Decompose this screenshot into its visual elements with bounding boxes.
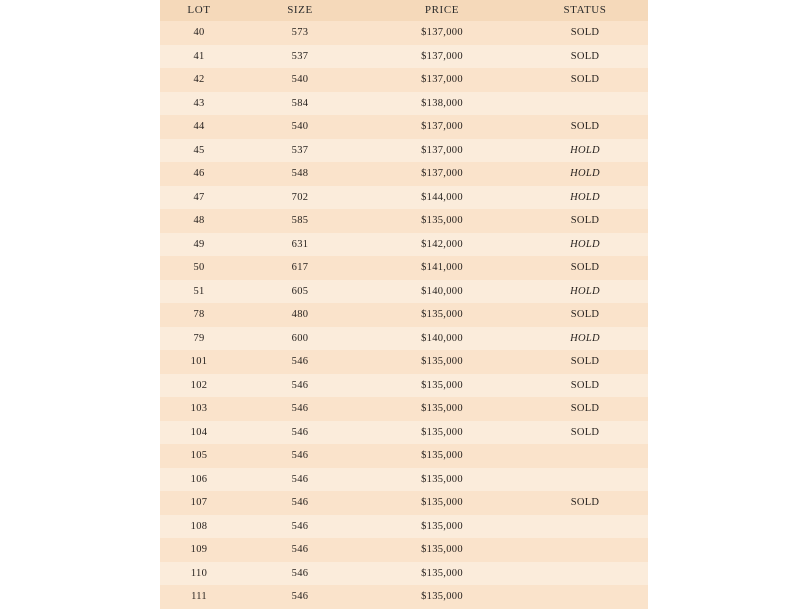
cell-size: 546 xyxy=(238,515,362,539)
cell-price: $135,000 xyxy=(362,374,522,398)
cell-size: 537 xyxy=(238,45,362,69)
column-header-price: PRICE xyxy=(362,0,522,21)
cell-price: $135,000 xyxy=(362,468,522,492)
cell-size: 546 xyxy=(238,538,362,562)
cell-size: 584 xyxy=(238,92,362,116)
cell-lot: 43 xyxy=(160,92,238,116)
cell-lot: 50 xyxy=(160,256,238,280)
column-header-size: SIZE xyxy=(238,0,362,21)
table-row xyxy=(160,491,648,515)
cell-lot: 111 xyxy=(160,585,238,609)
table-row xyxy=(160,256,648,280)
cell-status: SOLD xyxy=(522,374,648,398)
cell-price: $135,000 xyxy=(362,209,522,233)
table-row xyxy=(160,280,648,304)
table-row xyxy=(160,350,648,374)
cell-size: 573 xyxy=(238,21,362,45)
cell-status: HOLD xyxy=(522,162,648,186)
cell-size: 546 xyxy=(238,562,362,586)
cell-price: $138,000 xyxy=(362,92,522,116)
cell-status xyxy=(522,92,648,116)
cell-price: $135,000 xyxy=(362,538,522,562)
cell-lot: 79 xyxy=(160,327,238,351)
cell-price: $135,000 xyxy=(362,585,522,609)
cell-price: $135,000 xyxy=(362,397,522,421)
cell-size: 546 xyxy=(238,421,362,445)
cell-price: $135,000 xyxy=(362,515,522,539)
table-row xyxy=(160,233,648,257)
cell-lot: 40 xyxy=(160,21,238,45)
table-row xyxy=(160,45,648,69)
table-row xyxy=(160,421,648,445)
cell-size: 546 xyxy=(238,444,362,468)
cell-status: SOLD xyxy=(522,491,648,515)
cell-price: $144,000 xyxy=(362,186,522,210)
cell-price: $135,000 xyxy=(362,303,522,327)
cell-size: 605 xyxy=(238,280,362,304)
cell-lot: 41 xyxy=(160,45,238,69)
table-header-row xyxy=(160,0,648,21)
cell-price: $137,000 xyxy=(362,139,522,163)
table-row xyxy=(160,585,648,609)
cell-status: SOLD xyxy=(522,303,648,327)
cell-status xyxy=(522,538,648,562)
table-row xyxy=(160,162,648,186)
cell-lot: 45 xyxy=(160,139,238,163)
cell-status: SOLD xyxy=(522,115,648,139)
lot-price-table xyxy=(160,0,648,609)
cell-status: SOLD xyxy=(522,45,648,69)
table-row xyxy=(160,515,648,539)
cell-status xyxy=(522,562,648,586)
cell-lot: 47 xyxy=(160,186,238,210)
cell-status xyxy=(522,515,648,539)
cell-price: $135,000 xyxy=(362,491,522,515)
cell-lot: 103 xyxy=(160,397,238,421)
table-row xyxy=(160,374,648,398)
table-row xyxy=(160,139,648,163)
table-row xyxy=(160,303,648,327)
cell-size: 540 xyxy=(238,68,362,92)
cell-status: HOLD xyxy=(522,186,648,210)
cell-price: $137,000 xyxy=(362,68,522,92)
cell-price: $141,000 xyxy=(362,256,522,280)
table-row xyxy=(160,397,648,421)
cell-lot: 44 xyxy=(160,115,238,139)
cell-size: 617 xyxy=(238,256,362,280)
cell-price: $135,000 xyxy=(362,444,522,468)
cell-size: 540 xyxy=(238,115,362,139)
table-row xyxy=(160,327,648,351)
cell-lot: 101 xyxy=(160,350,238,374)
cell-lot: 106 xyxy=(160,468,238,492)
table-row xyxy=(160,68,648,92)
column-header-lot: LOT xyxy=(160,0,238,21)
table-row xyxy=(160,209,648,233)
cell-size: 631 xyxy=(238,233,362,257)
cell-size: 548 xyxy=(238,162,362,186)
table-row xyxy=(160,115,648,139)
cell-size: 585 xyxy=(238,209,362,233)
cell-status: SOLD xyxy=(522,256,648,280)
cell-status: HOLD xyxy=(522,327,648,351)
cell-lot: 42 xyxy=(160,68,238,92)
cell-status: SOLD xyxy=(522,209,648,233)
cell-price: $140,000 xyxy=(362,327,522,351)
cell-price: $142,000 xyxy=(362,233,522,257)
table-row xyxy=(160,21,648,45)
cell-size: 600 xyxy=(238,327,362,351)
cell-price: $135,000 xyxy=(362,421,522,445)
cell-status: SOLD xyxy=(522,350,648,374)
table-row xyxy=(160,186,648,210)
cell-status xyxy=(522,444,648,468)
cell-status: SOLD xyxy=(522,68,648,92)
table-row xyxy=(160,444,648,468)
cell-lot: 48 xyxy=(160,209,238,233)
cell-lot: 46 xyxy=(160,162,238,186)
table-row xyxy=(160,562,648,586)
cell-status: HOLD xyxy=(522,280,648,304)
lot-price-table-container xyxy=(160,0,648,609)
cell-size: 480 xyxy=(238,303,362,327)
cell-status xyxy=(522,585,648,609)
cell-status: SOLD xyxy=(522,421,648,445)
cell-price: $137,000 xyxy=(362,45,522,69)
cell-lot: 108 xyxy=(160,515,238,539)
cell-lot: 109 xyxy=(160,538,238,562)
cell-lot: 51 xyxy=(160,280,238,304)
cell-lot: 105 xyxy=(160,444,238,468)
cell-lot: 78 xyxy=(160,303,238,327)
cell-price: $140,000 xyxy=(362,280,522,304)
table-row xyxy=(160,538,648,562)
cell-status xyxy=(522,468,648,492)
cell-status: SOLD xyxy=(522,397,648,421)
cell-status: HOLD xyxy=(522,139,648,163)
cell-lot: 102 xyxy=(160,374,238,398)
cell-size: 546 xyxy=(238,468,362,492)
cell-price: $137,000 xyxy=(362,115,522,139)
cell-size: 546 xyxy=(238,585,362,609)
cell-lot: 104 xyxy=(160,421,238,445)
cell-size: 702 xyxy=(238,186,362,210)
cell-size: 546 xyxy=(238,397,362,421)
cell-size: 546 xyxy=(238,491,362,515)
cell-lot: 107 xyxy=(160,491,238,515)
cell-status: SOLD xyxy=(522,21,648,45)
cell-price: $137,000 xyxy=(362,162,522,186)
cell-lot: 49 xyxy=(160,233,238,257)
cell-status: HOLD xyxy=(522,233,648,257)
cell-price: $135,000 xyxy=(362,350,522,374)
cell-price: $135,000 xyxy=(362,562,522,586)
cell-lot: 110 xyxy=(160,562,238,586)
table-row xyxy=(160,92,648,116)
cell-size: 546 xyxy=(238,374,362,398)
cell-size: 546 xyxy=(238,350,362,374)
table-body xyxy=(160,21,648,609)
table-row xyxy=(160,468,648,492)
cell-price: $137,000 xyxy=(362,21,522,45)
cell-size: 537 xyxy=(238,139,362,163)
column-header-status: STATUS xyxy=(522,0,648,21)
